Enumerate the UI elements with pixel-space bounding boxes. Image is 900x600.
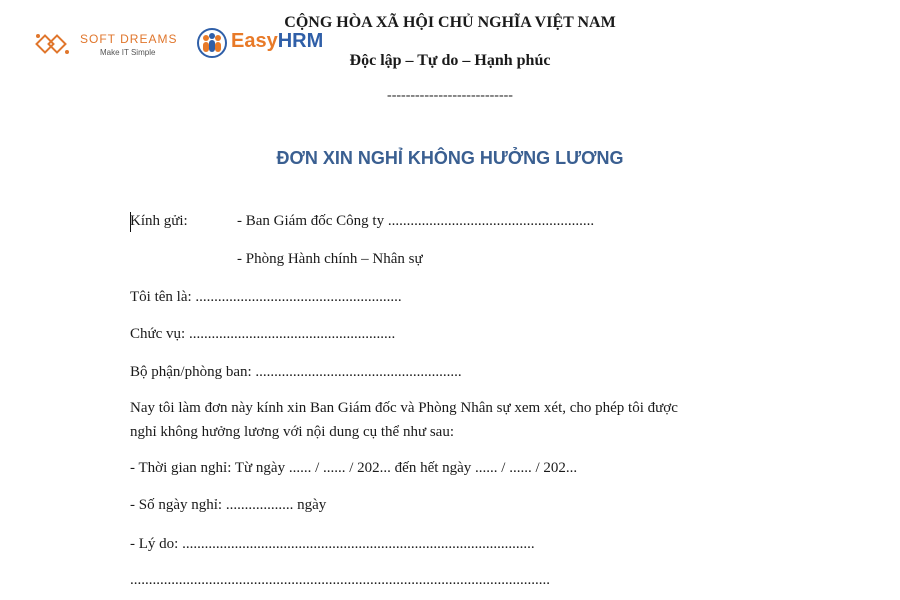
leave-period-field: - Thời gian nghỉ: Từ ngày ...... / ...... / 202... đến hết ngày ...... / ...... / 202... [130,460,578,476]
addressee-label: Kính gửi: [130,213,188,229]
request-paragraph-line-1: Nay tôi làm đơn này kính xin Ban Giám đốc và Phòng Nhân sự xem xét, cho phép tôi được [130,400,678,416]
addressee-line-2: - Phòng Hành chính – Nhân sự [237,251,423,267]
addressee-line-1: - Ban Giám đốc Công ty ....................................................... [237,213,595,229]
reason-field: - Lý do: .............................................................................................. [130,536,535,552]
softdreams-tagline: Make IT Simple [100,48,156,57]
softdreams-name: SOFT DREAMS [80,32,178,46]
national-motto: Độc lập – Tự do – Hạnh phúc [349,52,551,69]
easyhrm-easy: Easy [231,30,278,52]
header-divider: --------------------------- [387,88,513,103]
easyhrm-wordmark [231,30,323,53]
request-paragraph-line-2: nghỉ không hưởng lương với nội dung cụ thể như sau: [130,424,455,440]
department-field: Bộ phận/phòng ban: ....................................................... [130,364,462,380]
national-header: CỘNG HÒA XÃ HỘI CHỦ NGHĨA VIỆT NAM [284,14,616,31]
leave-days-field: - Số ngày nghỉ: .................. ngày [130,497,327,513]
position-field: Chức vụ: ....................................................... [130,326,396,342]
document-title: ĐƠN XIN NGHỈ KHÔNG HƯỞNG LƯƠNG [276,148,624,168]
name-field: Tôi tên là: ....................................................... [130,289,402,305]
easyhrm-hrm: HRM [277,30,324,52]
reason-continued-field: ................................................................................................................ [130,572,550,588]
